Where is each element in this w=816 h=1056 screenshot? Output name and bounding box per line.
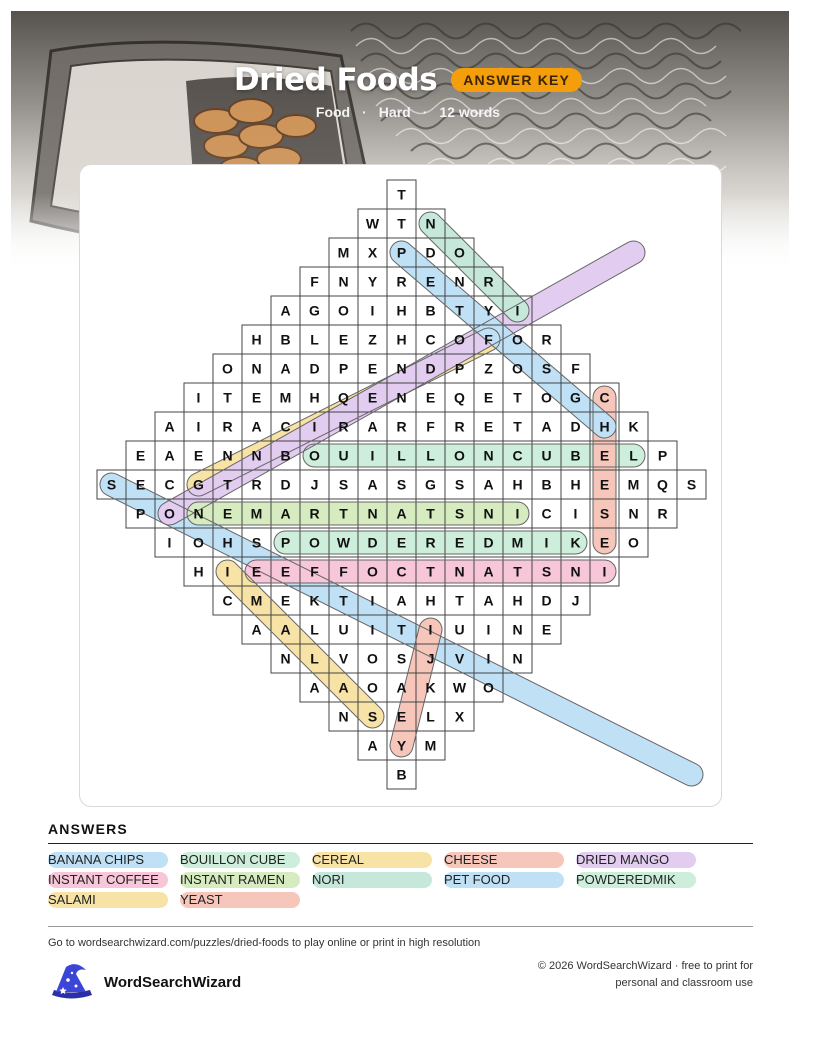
- grid-letter: R: [541, 331, 552, 348]
- grid-letter: L: [310, 331, 319, 348]
- grid-letter: T: [455, 302, 464, 319]
- grid-letter: D: [309, 360, 320, 377]
- word-count-label: 12 words: [439, 104, 501, 120]
- grid-letter: N: [193, 505, 204, 522]
- separator-dot: ·: [362, 104, 367, 120]
- grid-letter: N: [512, 621, 523, 638]
- grid-letter: G: [570, 389, 581, 406]
- grid-letter: S: [454, 476, 465, 493]
- grid-letter: H: [193, 563, 204, 580]
- grid-letter: E: [396, 708, 407, 725]
- grid-letter: A: [367, 476, 378, 493]
- grid-letter: O: [512, 331, 523, 348]
- grid-letter: S: [396, 650, 407, 667]
- grid-letter: M: [337, 244, 350, 261]
- grid-letter: H: [599, 418, 610, 435]
- answers-divider: [48, 843, 753, 844]
- grid-letter: E: [280, 592, 291, 609]
- puzzle-meta: [0, 104, 816, 120]
- grid-letter: R: [222, 418, 233, 435]
- answer-item: CEREAL: [312, 852, 432, 868]
- grid-letter: S: [106, 476, 117, 493]
- grid-letter: P: [454, 360, 465, 377]
- grid-letter: O: [454, 447, 465, 464]
- grid-letter: D: [425, 360, 436, 377]
- grid-letter: I: [196, 389, 201, 406]
- grid-letter: N: [483, 505, 494, 522]
- grid-letter: J: [426, 650, 435, 667]
- grid-letter: T: [426, 563, 435, 580]
- puzzle-card: [79, 164, 722, 807]
- grid-letter: M: [511, 534, 524, 551]
- category-label: Food: [315, 104, 351, 120]
- grid-letter: S: [541, 563, 552, 580]
- grid-letter: T: [426, 505, 435, 522]
- grid-letter: H: [222, 534, 233, 551]
- grid-letter: R: [483, 273, 494, 290]
- grid-letter: E: [483, 389, 494, 406]
- grid-letter: A: [164, 447, 175, 464]
- grid-letter: A: [251, 418, 262, 435]
- grid-letter: E: [367, 360, 378, 377]
- grid-letter: C: [396, 563, 407, 580]
- grid-letter: C: [541, 505, 552, 522]
- grid-letter: E: [135, 447, 146, 464]
- grid-letter: N: [338, 273, 349, 290]
- answer-item: INSTANT RAMEN: [180, 872, 300, 888]
- grid-letter: O: [193, 534, 204, 551]
- grid-letter: L: [310, 621, 319, 638]
- grid-letter: B: [541, 476, 552, 493]
- grid-letter: P: [338, 360, 349, 377]
- grid-letter: M: [279, 389, 292, 406]
- grid-letter: A: [367, 737, 378, 754]
- grid-letter: T: [455, 592, 464, 609]
- grid-letter: I: [370, 302, 375, 319]
- grid-letter: K: [628, 418, 639, 435]
- grid-letter: T: [397, 621, 406, 638]
- grid-letter: D: [541, 592, 552, 609]
- grid-letter: F: [426, 418, 435, 435]
- wizard-hat-icon: [46, 962, 96, 1002]
- grid-letter: K: [570, 534, 581, 551]
- grid-letter: A: [280, 621, 291, 638]
- grid-letter: N: [628, 505, 639, 522]
- grid-letter: I: [544, 534, 549, 551]
- footer-url-text: Go to wordsearchwizard.com/puzzles/dried-foods to play online or print in high resolution: [48, 937, 481, 949]
- grid-letter: R: [338, 418, 349, 435]
- grid-letter: I: [225, 563, 230, 580]
- grid-letter: C: [425, 331, 436, 348]
- grid-letter: A: [338, 679, 349, 696]
- grid-letter: A: [367, 418, 378, 435]
- grid-letter: L: [397, 447, 406, 464]
- grid-letter: A: [280, 360, 291, 377]
- grid-letter: J: [571, 592, 580, 609]
- grid-letter: K: [425, 679, 436, 696]
- answer-item: POWDEREDMIK: [576, 872, 696, 888]
- grid-letter: C: [280, 418, 291, 435]
- grid-letter: E: [599, 534, 610, 551]
- grid-letter: H: [512, 476, 523, 493]
- grid-letter: T: [513, 389, 522, 406]
- grid-letter: A: [396, 505, 407, 522]
- grid-letter: A: [164, 418, 175, 435]
- answer-item: BANANA CHIPS: [48, 852, 168, 868]
- grid-letter: I: [515, 505, 520, 522]
- grid-letter: T: [223, 389, 232, 406]
- grid-letter: Q: [454, 389, 465, 406]
- grid-letter: S: [599, 505, 610, 522]
- grid-letter: S: [454, 505, 465, 522]
- grid-letter: N: [454, 273, 465, 290]
- grid-letter: B: [280, 447, 291, 464]
- grid-letter: T: [513, 418, 522, 435]
- answer-item: NORI: [312, 872, 432, 888]
- grid-letter: K: [309, 592, 320, 609]
- grid-letter: L: [426, 708, 435, 725]
- grid-letter: F: [571, 360, 580, 377]
- grid-letter: U: [338, 621, 349, 638]
- grid-letter: S: [541, 360, 552, 377]
- grid-letter: A: [483, 592, 494, 609]
- answer-item: SALAMI: [48, 892, 168, 908]
- grid-letter: C: [512, 447, 523, 464]
- grid-letter: F: [310, 563, 319, 580]
- grid-letter: N: [425, 215, 436, 232]
- grid-letter: E: [541, 621, 552, 638]
- grid-letter: A: [309, 679, 320, 696]
- grid-letter: H: [425, 592, 436, 609]
- grid-letter: O: [541, 389, 552, 406]
- grid-letter: T: [223, 476, 232, 493]
- grid-letter: Y: [483, 302, 494, 319]
- title-row: [0, 62, 816, 98]
- grid-letter: B: [396, 766, 407, 783]
- grid-letter: E: [251, 389, 262, 406]
- grid-letter: W: [452, 679, 467, 696]
- grid-letter: O: [454, 331, 465, 348]
- grid-letter: I: [312, 418, 317, 435]
- grid-letter: H: [309, 389, 320, 406]
- grid-letter: F: [339, 563, 348, 580]
- grid-letter: I: [196, 418, 201, 435]
- grid-letter: M: [250, 505, 263, 522]
- grid-letter: W: [336, 534, 351, 551]
- grid-letter: N: [483, 447, 494, 464]
- grid-letter: P: [657, 447, 668, 464]
- grid-letter: A: [396, 679, 407, 696]
- grid-letter: L: [629, 447, 638, 464]
- answer-item: PET FOOD: [444, 872, 564, 888]
- grid-letter: T: [513, 563, 522, 580]
- grid-letter: D: [367, 534, 378, 551]
- grid-letter: R: [396, 418, 407, 435]
- page-title: Dried Foods: [233, 62, 438, 98]
- grid-letter: R: [309, 505, 320, 522]
- grid-letter: H: [396, 331, 407, 348]
- grid-letter: E: [396, 534, 407, 551]
- grid-letter: O: [164, 505, 175, 522]
- grid-letter: S: [686, 476, 697, 493]
- grid-letter: U: [454, 621, 465, 638]
- difficulty-label: Hard: [378, 104, 411, 120]
- grid-letter: D: [280, 476, 291, 493]
- grid-letter: I: [428, 621, 433, 638]
- answer-item: DRIED MANGO: [576, 852, 696, 868]
- grid-letter: O: [512, 360, 523, 377]
- grid-letter: I: [486, 650, 491, 667]
- grid-letter: N: [396, 360, 407, 377]
- grid-letter: I: [167, 534, 172, 551]
- grid-letter: A: [541, 418, 552, 435]
- grid-letter: F: [310, 273, 319, 290]
- grid-letter: E: [425, 389, 436, 406]
- grid-letter: E: [338, 331, 349, 348]
- grid-letter: R: [425, 534, 436, 551]
- grid-letter: P: [135, 505, 146, 522]
- grid-letter: Q: [657, 476, 668, 493]
- grid-letter: T: [397, 186, 406, 203]
- grid-letter: E: [222, 505, 233, 522]
- grid-letter: O: [483, 679, 494, 696]
- grid-letter: N: [454, 563, 465, 580]
- grid-letter: X: [367, 244, 378, 261]
- grid-letter: N: [512, 650, 523, 667]
- grid-letter: G: [425, 476, 436, 493]
- grid-letter: U: [541, 447, 552, 464]
- grid-letter: A: [251, 621, 262, 638]
- grid-letter: O: [367, 650, 378, 667]
- grid-letter: E: [280, 563, 291, 580]
- grid-letter: O: [309, 534, 320, 551]
- grid-letter: O: [367, 679, 378, 696]
- grid-letter: E: [454, 534, 465, 551]
- grid-letter: E: [425, 273, 436, 290]
- grid-letter: O: [628, 534, 639, 551]
- grid-letter: R: [454, 418, 465, 435]
- grid-letter: I: [370, 447, 375, 464]
- grid-letter: N: [280, 650, 291, 667]
- footer-divider: [48, 926, 753, 927]
- grid-letter: I: [486, 621, 491, 638]
- grid-letter: R: [396, 273, 407, 290]
- grid-letter: X: [454, 708, 465, 725]
- grid-letter: Y: [396, 737, 407, 754]
- grid-letter: B: [280, 331, 291, 348]
- grid-letter: G: [309, 302, 320, 319]
- grid-letter: F: [484, 331, 493, 348]
- grid-letter: Z: [484, 360, 493, 377]
- grid-letter: S: [396, 476, 407, 493]
- grid-letter: J: [310, 476, 319, 493]
- grid-letter: D: [483, 534, 494, 551]
- grid-letter: N: [251, 447, 262, 464]
- answer-item: YEAST: [180, 892, 300, 908]
- separator-dot: ·: [422, 104, 428, 120]
- grid-letter: I: [515, 302, 520, 319]
- grid-letter: W: [365, 215, 380, 232]
- answer-item: CHEESE: [444, 852, 564, 868]
- grid-letter: C: [164, 476, 175, 493]
- grid-letter: H: [396, 302, 407, 319]
- grid-letter: E: [599, 447, 610, 464]
- grid-letter: B: [425, 302, 436, 319]
- answers-list: [48, 852, 768, 908]
- grid-letter: Q: [338, 389, 349, 406]
- grid-letter: S: [251, 534, 262, 551]
- grid-letter: A: [396, 592, 407, 609]
- grid-letter: E: [483, 418, 494, 435]
- grid-letter: V: [454, 650, 465, 667]
- grid-letter: T: [339, 505, 348, 522]
- grid-letter: I: [370, 621, 375, 638]
- grid-letter: Y: [367, 273, 378, 290]
- answer-item: BOUILLON CUBE: [180, 852, 300, 868]
- grid-letter: N: [396, 389, 407, 406]
- grid-letter: E: [599, 476, 610, 493]
- grid-letter: T: [339, 592, 348, 609]
- grid-letter: M: [627, 476, 640, 493]
- grid-letter: E: [193, 447, 204, 464]
- grid-letter: C: [599, 389, 610, 406]
- grid-letter: D: [425, 244, 436, 261]
- grid-letter: L: [310, 650, 319, 667]
- grid-letter: H: [251, 331, 262, 348]
- grid-letter: N: [222, 447, 233, 464]
- grid-letter: I: [370, 592, 375, 609]
- grid-letter: S: [367, 708, 378, 725]
- answers-heading: ANSWERS: [48, 821, 128, 837]
- grid-letter: T: [397, 215, 406, 232]
- grid-letter: A: [483, 563, 494, 580]
- grid-letter: D: [570, 418, 581, 435]
- grid-letter: Z: [368, 331, 377, 348]
- grid-letter: N: [251, 360, 262, 377]
- grid-letter: N: [367, 505, 378, 522]
- grid-letter: A: [280, 505, 291, 522]
- grid-letter: O: [338, 302, 349, 319]
- grid-letter: E: [135, 476, 146, 493]
- grid-letter: R: [657, 505, 668, 522]
- grid-letter: M: [250, 592, 263, 609]
- grid-letter: E: [251, 563, 262, 580]
- grid-letter: R: [251, 476, 262, 493]
- grid-letter: L: [426, 447, 435, 464]
- grid-letter: P: [280, 534, 291, 551]
- grid-letter: P: [396, 244, 407, 261]
- brand-name: WordSearchWizard: [104, 974, 242, 991]
- grid-letter: O: [309, 447, 320, 464]
- grid-letter: B: [570, 447, 581, 464]
- grid-letter: M: [424, 737, 437, 754]
- grid-letter: O: [454, 244, 465, 261]
- grid-letter: E: [367, 389, 378, 406]
- grid-letter: C: [222, 592, 233, 609]
- answer-item: INSTANT COFFEE: [48, 872, 168, 888]
- grid-letter: G: [193, 476, 204, 493]
- grid-letter: S: [338, 476, 349, 493]
- grid-letter: A: [483, 476, 494, 493]
- grid-letter: N: [338, 708, 349, 725]
- grid-letter: I: [602, 563, 607, 580]
- answer-key-badge: ANSWER KEY: [451, 68, 582, 92]
- word-search-grid: [80, 165, 723, 808]
- grid-letter: A: [280, 302, 291, 319]
- grid-letter: I: [573, 505, 578, 522]
- grid-letter: V: [338, 650, 349, 667]
- grid-letter: H: [570, 476, 581, 493]
- grid-letter: N: [570, 563, 581, 580]
- grid-letter: U: [338, 447, 349, 464]
- grid-letter: H: [512, 592, 523, 609]
- copyright-text: © 2026 WordSearchWizard · free to print for personal and classroom use: [537, 960, 753, 989]
- grid-letter: O: [222, 360, 233, 377]
- grid-letter: O: [367, 563, 378, 580]
